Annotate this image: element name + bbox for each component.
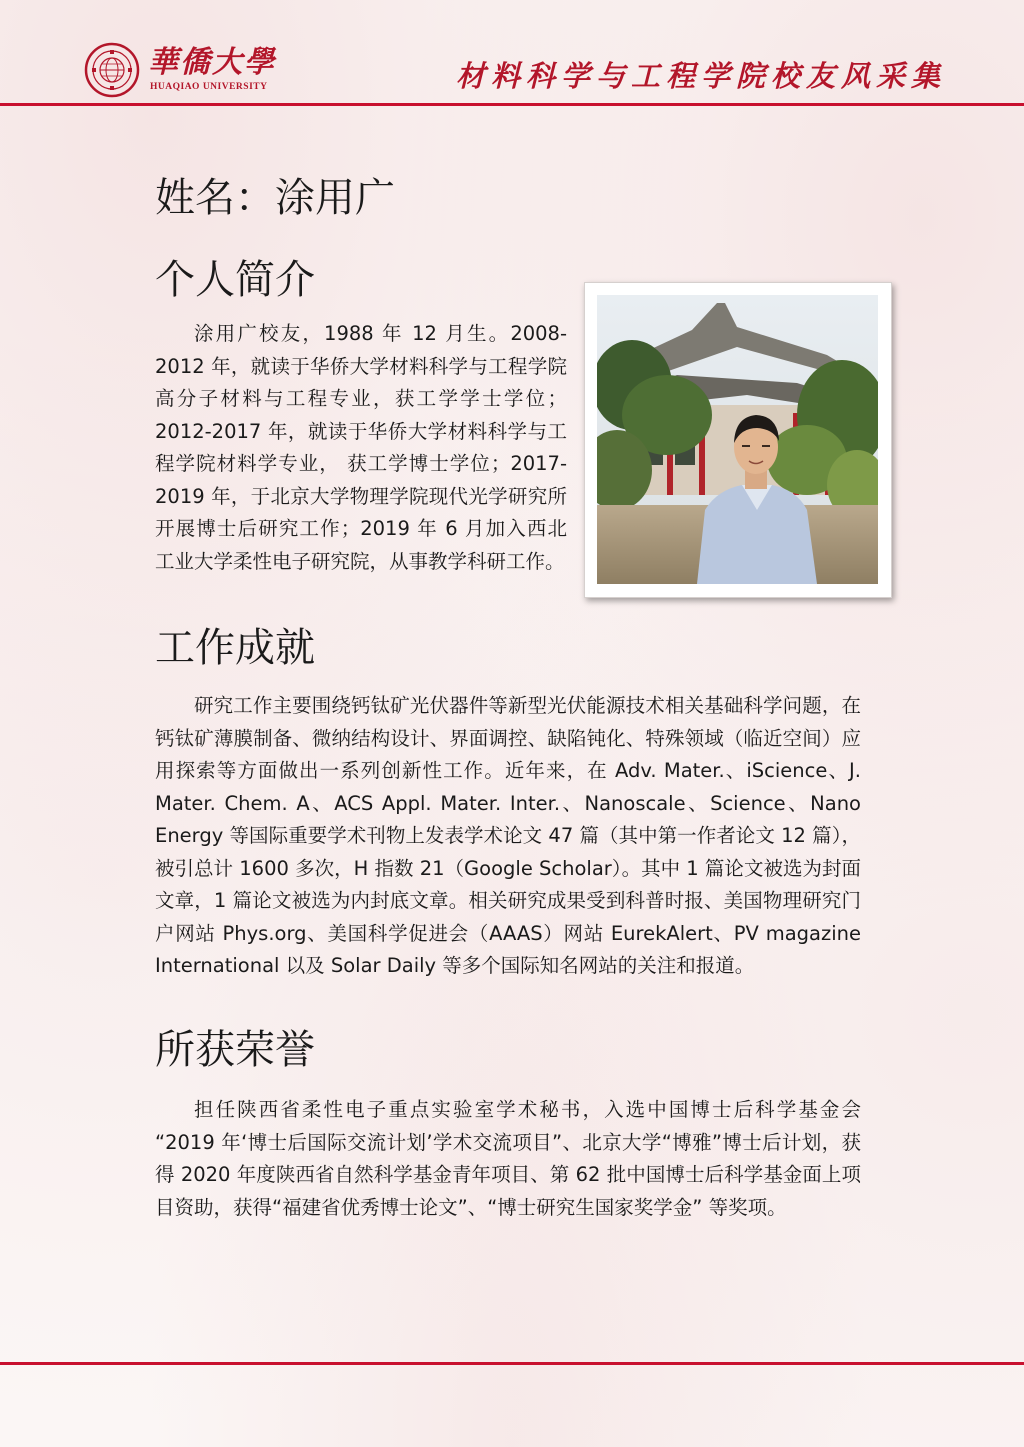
section-title-achievements: 工作成就 xyxy=(155,625,315,671)
section-title-bio: 个人简介 xyxy=(155,257,315,303)
university-seal-icon xyxy=(84,42,140,98)
bio-paragraph: 涂用广校友，1988 年 12 月生。2008-2012 年，就读于华侨大学材料科学与工程学院高分子材料与工程专业，获工学学士学位；2012-2017 年，就读于华侨大学材料科学与工程学院材料学专业， 获工学博士学位；2017-2019 年，于北京大学物理学院现代光学研究所开展博士后研究工作；2019 年 6 月加入西北工业大学柔性电子研究院，从事教学科研工作。 xyxy=(155,322,567,573)
honors-paragraph: 担任陕西省柔性电子重点实验室学术秘书，入选中国博士后科学基金会 “2019 年‘博士后国际交流计划’学术交流项目”、北京大学“博雅”博士后计划，获得 2020 年度陕西省自然科学基金青年项目、第 62 批中国博士后科学基金面上项目资助，获得“福建省优秀博士论文”、“博士研究生国家奖学金” 等奖项。 xyxy=(155,1098,861,1219)
portrait-photo-frame xyxy=(584,282,892,598)
header-title: 材料科学与工程学院校友风采集 xyxy=(455,59,946,93)
alumni-name: 姓名：涂用广 xyxy=(155,175,395,221)
page-header xyxy=(0,0,1024,110)
achievements-paragraph: 研究工作主要围绕钙钛矿光伏器件等新型光伏能源技术相关基础科学问题，在钙钛矿薄膜制备、微纳结构设计、界面调控、缺陷钝化、特殊领域（临近空间）应用探索等方面做出一系列创新性工作。近年来，在 Adv. Mater.、iScience、J. Mater. Chem. A、ACS Appl. Mater. Inter.、Nanoscale、Science、Nano Energy 等国际重要学术刊物上发表学术论文 47 篇（其中第一作者论文 12 篇），被引总计 1600 多次，H 指数 21（Google Scholar）。其中 1 篇论文被选为封面文章，1 篇论文被选为内封底文章。相关研究成果受到科普时报、美国物理研究门户网站 Phys.org、美国科学促进会（AAAS）网站 EurekAlert、PV magazine International 以及 Solar Daily 等多个国际知名网站的关注和报道。 xyxy=(155,694,861,977)
university-logo-english: HUAQIAO UNIVERSITY xyxy=(150,82,268,92)
section-title-honors: 所获荣誉 xyxy=(155,1027,315,1073)
header-divider xyxy=(0,103,1024,106)
portrait-photo xyxy=(597,295,878,584)
footer-divider xyxy=(0,1362,1024,1365)
university-logo-chinese: 華僑大學 xyxy=(148,45,276,80)
